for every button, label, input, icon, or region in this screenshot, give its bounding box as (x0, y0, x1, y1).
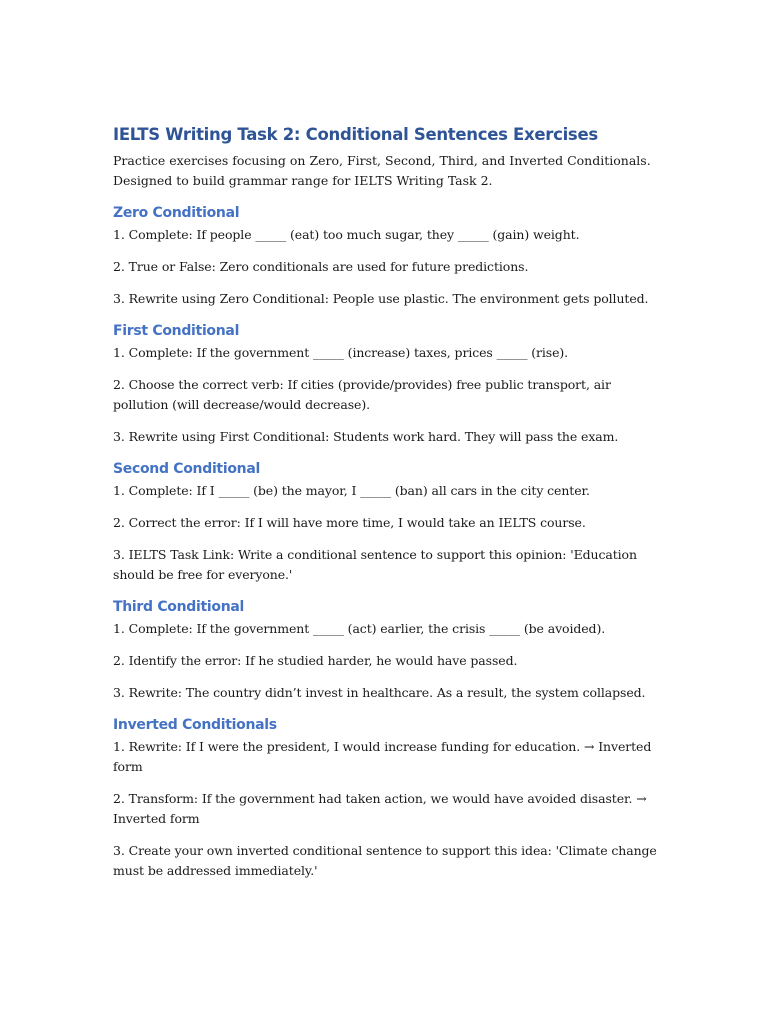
exercise-item: 2. Correct the error: If I will have more time, I would take an IELTS course. (113, 515, 586, 530)
section-inverted-conditionals (113, 715, 658, 881)
exercise-item: 1. Complete: If I _____ (be) the mayor, I _____ (ban) all cars in the city center. (113, 483, 590, 498)
exercise-item: 1. Rewrite: If I were the president, I would increase funding for education. → Inverted form (113, 739, 652, 774)
exercise-item: 3. Create your own inverted conditional sentence to support this idea: 'Climate change must be addressed immediately.' (113, 843, 657, 878)
document-title: IELTS Writing Task 2: Conditional Sentences Exercises (113, 125, 598, 144)
exercise-item: 1. Complete: If people _____ (eat) too much sugar, they _____ (gain) weight. (113, 227, 580, 242)
section-zero-conditional (113, 203, 658, 309)
exercise-item: 2. Transform: If the government had taken action, we would have avoided disaster. → Inverted form (113, 791, 647, 826)
exercise-item: 3. Rewrite using Zero Conditional: People use plastic. The environment gets polluted. (113, 291, 649, 306)
section-first-conditional (113, 321, 658, 447)
exercise-item: 2. Identify the error: If he studied harder, he would have passed. (113, 653, 518, 668)
section-heading: First Conditional (113, 323, 240, 339)
section-third-conditional (113, 597, 658, 703)
exercise-item: 3. Rewrite using First Conditional: Students work hard. They will pass the exam. (113, 429, 619, 444)
exercise-item: 3. Rewrite: The country didn’t invest in healthcare. As a result, the system collapsed. (113, 685, 646, 700)
section-heading: Second Conditional (113, 461, 260, 477)
intro-line: Practice exercises focusing on Zero, First, Second, Third, and Inverted Conditionals. (113, 153, 651, 168)
section-second-conditional (113, 459, 658, 585)
section-heading: Zero Conditional (113, 205, 240, 221)
intro-line: Designed to build grammar range for IELTS Writing Task 2. (113, 173, 493, 188)
exercise-item: 2. True or False: Zero conditionals are used for future predictions. (113, 259, 529, 274)
exercise-item: 3. IELTS Task Link: Write a conditional sentence to support this opinion: 'Education should be free for everyone.' (113, 547, 637, 582)
section-heading: Third Conditional (113, 599, 245, 615)
exercise-item: 2. Choose the correct verb: If cities (provide/provides) free public transport, air pollution (will decrease/would decrease). (113, 377, 611, 412)
document-intro (113, 151, 658, 191)
document-page (113, 124, 658, 881)
exercise-item: 1. Complete: If the government _____ (act) earlier, the crisis _____ (be avoided). (113, 621, 606, 636)
exercise-item: 1. Complete: If the government _____ (increase) taxes, prices _____ (rise). (113, 345, 569, 360)
section-heading: Inverted Conditionals (113, 717, 277, 733)
